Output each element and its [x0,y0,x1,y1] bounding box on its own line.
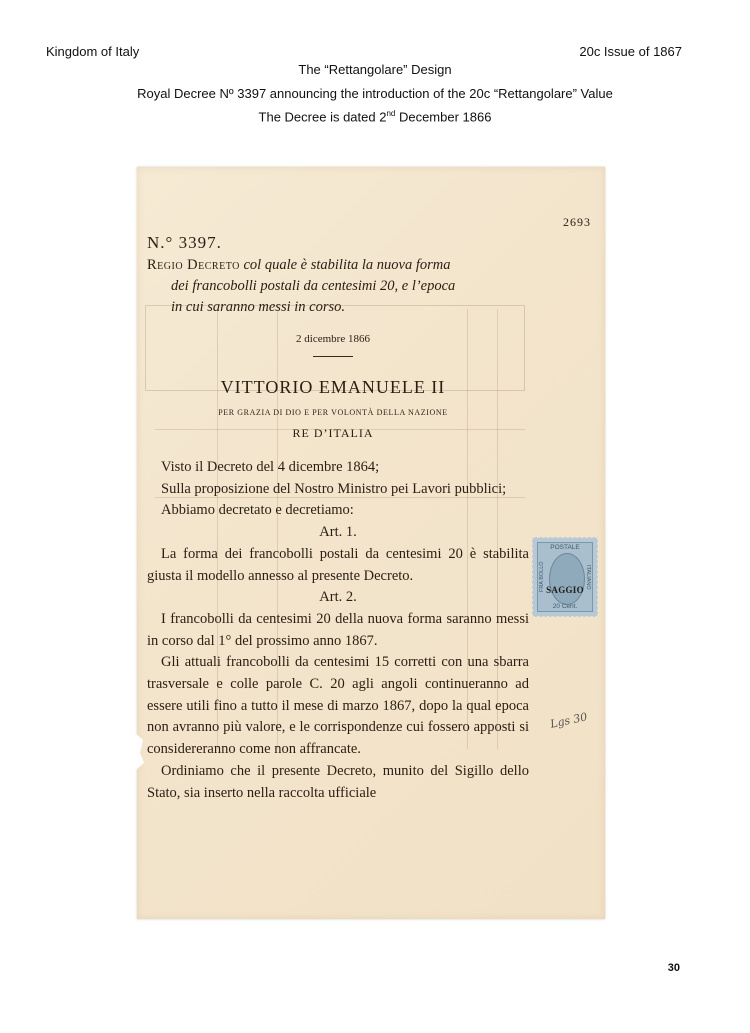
decree-number: N.° 3397. [147,233,222,252]
stamp-left-label: FRA BOLLO [539,561,545,593]
paragraph: I francobolli da centesimi 20 della nuova forma saranno messi in corso dal 1° del prossimo anno 1867. [147,610,529,649]
decree-title [147,255,529,318]
paragraph: Visto il Decreto del 4 dicembre 1864; [161,459,380,475]
title-line-2: dei francobolli postali da centesimi 20, e l’epoca [171,278,456,294]
stamp-top-label: POSTALE [550,544,580,551]
decree-body [147,457,529,804]
torn-edge [135,733,145,771]
title-line-3: in cui saranno messi in corso. [171,299,345,315]
date-line-superscript: nd [386,109,396,118]
pencil-annotation: Lgs 30 [549,710,589,731]
article-heading: Art. 1. [319,524,357,541]
paragraph: Ordiniamo che il presente Decreto, munito del Sigillo dello Stato, sia inserto nella raccolta ufficiale [147,762,529,801]
corner-page-number: 2693 [563,215,591,229]
stamp-frame [537,542,593,612]
date-line-prefix: The Decree is dated 2 [258,109,387,125]
decree-date: 2 dicembre 1866 [296,333,370,345]
paragraph: Sulla proposizione del Nostro Ministro pei Lavori pubblici; [161,480,507,497]
header-left-title: Kingdom of Italy [46,44,140,59]
header-date-line [0,109,750,124]
grace-formula: PER GRAZIA DI DIO E PER VOLONTÀ DELLA NAZIONE [218,408,448,417]
date-line-suffix: December 1866 [395,109,492,125]
paragraph: Gli attuali francobolli da centesimi 15 corretti con una sbarra trasversale e colle parole C. 20 agli angoli continueranno ad essere utili fino a tutto il mese di marzo 1867, dopo la qual epoca non avranno più valore, e le corrispondenze cui fossero apposti si considereranno come non affrancate. [147,654,529,758]
stamp-overprint: SAGGIO [546,585,584,595]
paragraph: Abbiamo decretato e decretiamo: [161,502,354,519]
stamp-portrait-oval [549,553,585,605]
title-line-1: col quale è stabilita la nuova forma [239,257,451,273]
title-small-caps: Regio Decreto [147,257,240,273]
paragraph: La forma dei francobolli postali da centesimi 20 è stabilita giusta il modello annesso al presente Decreto. [147,545,529,584]
realm-title: RE D’ITALIA [292,426,374,440]
header-right-title: 20c Issue of 1867 [579,44,682,59]
article-heading: Art. 2. [319,589,357,606]
header-decree-line: Royal Decree Nº 3397 announcing the introduction of the 20c “Rettangolare” Value [137,86,613,101]
stamp-right-label: ITALIANO [585,564,591,590]
divider-rule [313,356,353,357]
decree-sheet [137,167,605,919]
header-design-line: The “Rettangolare” Design [298,62,452,77]
page-number: 30 [667,962,680,974]
king-name: VITTORIO EMANUELE II [220,377,446,397]
saggio-stamp [532,537,598,617]
stamp-value-label: 20 Cent. [552,603,578,610]
